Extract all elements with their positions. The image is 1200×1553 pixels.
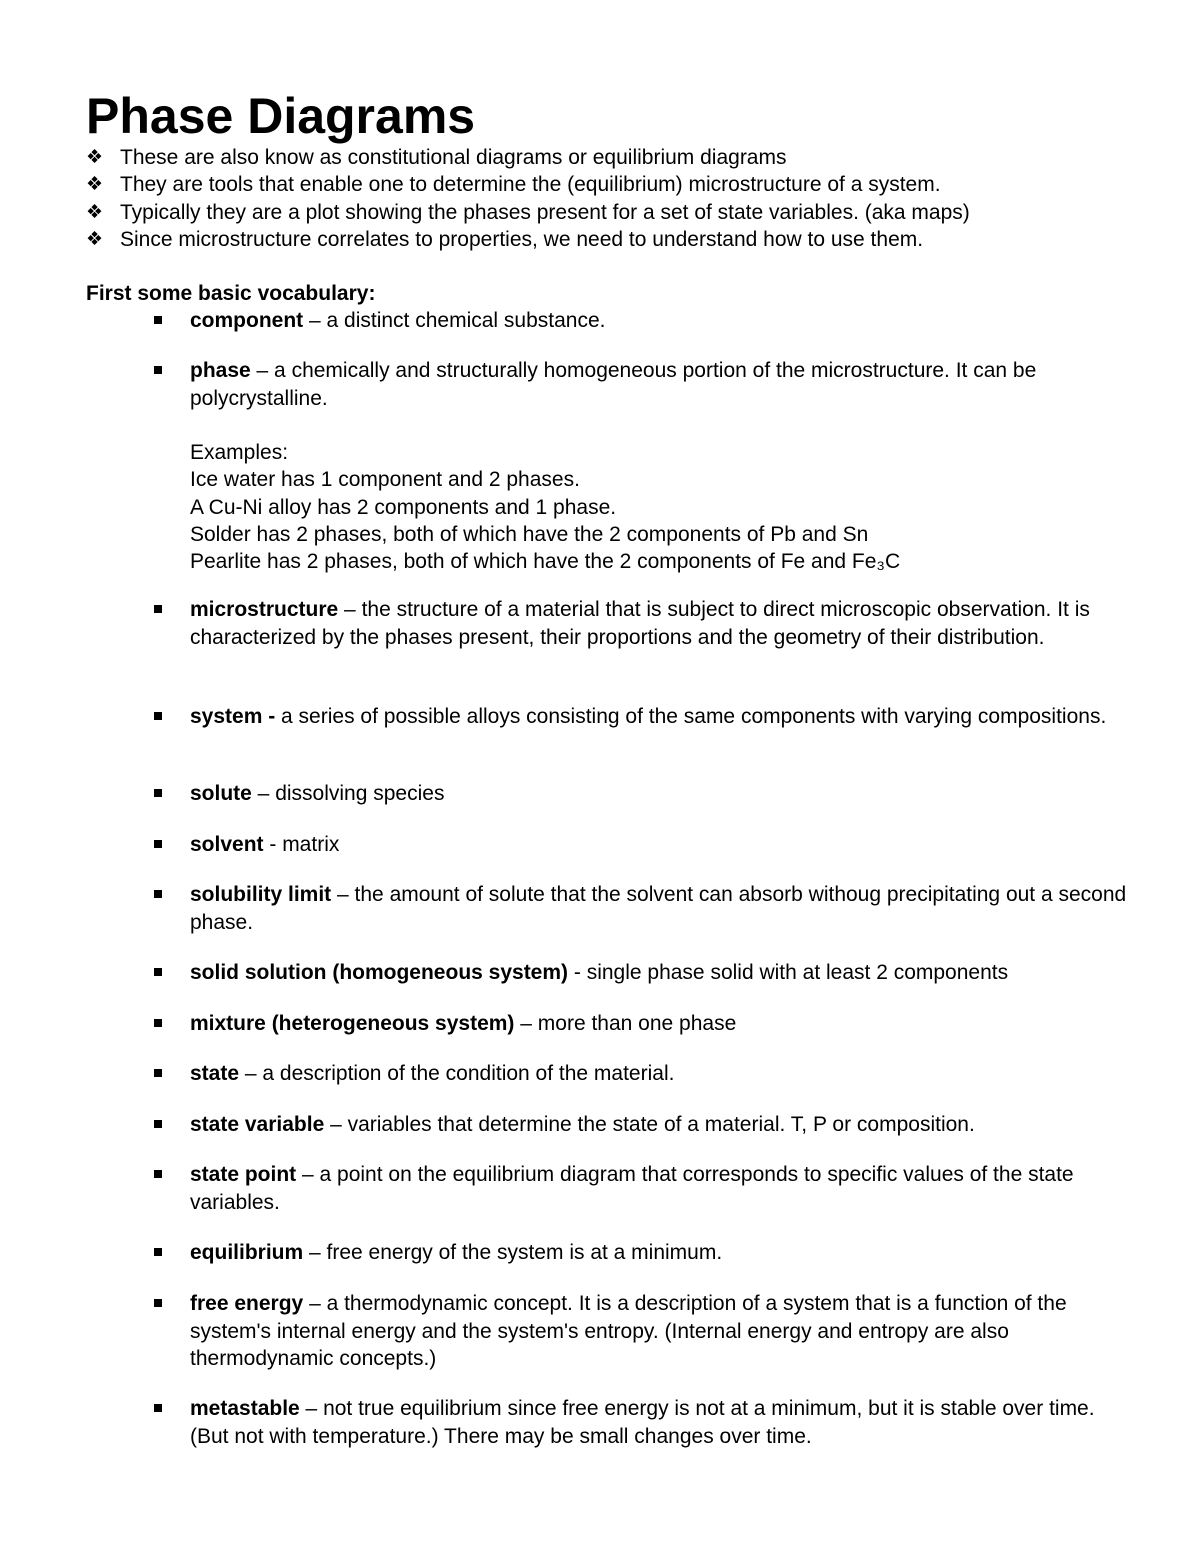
vocab-term: system - — [190, 705, 282, 728]
vocab-definition: – the amount of solute that the solvent can absorb withoug precipitating out a second phase. — [190, 883, 1127, 934]
vocab-definition: - single phase solid with at least 2 components — [568, 961, 1009, 984]
diamond-bullet-icon: ❖ — [86, 174, 104, 196]
square-bullet-icon — [154, 366, 162, 374]
intro-text: They are tools that enable one to determine the (equilibrium) microstructure of a system. — [120, 173, 941, 197]
page-title: Phase Diagrams — [86, 88, 476, 144]
vocab-term: equilibrium — [190, 1241, 304, 1264]
vocab-term: solvent — [190, 833, 264, 856]
vocab-item-state — [190, 1060, 1130, 1088]
vocab-term: microstructure — [190, 598, 339, 621]
vocabulary-heading: First some basic vocabulary: — [86, 282, 376, 305]
intro-item — [86, 226, 1146, 253]
vocab-item-system — [190, 703, 1130, 731]
examples-heading: Examples: — [190, 441, 289, 464]
vocab-term: metastable — [190, 1397, 300, 1420]
vocab-definition: - matrix — [263, 833, 340, 856]
vocab-definition: – a point on the equilibrium diagram that corresponds to specific values of the state variables. — [190, 1163, 1074, 1214]
vocab-definition: a series of possible alloys consisting of the same components with varying compositions. — [281, 705, 1107, 728]
vocab-term: phase — [190, 359, 251, 382]
vocab-term: free energy — [190, 1292, 304, 1315]
square-bullet-icon — [154, 1170, 162, 1178]
intro-text: Since microstructure correlates to properties, we need to understand how to use them. — [120, 227, 924, 251]
vocab-item-component — [190, 307, 1130, 335]
square-bullet-icon — [154, 712, 162, 720]
square-bullet-icon — [154, 890, 162, 898]
example-line: Ice water has 1 component and 2 phases. — [190, 468, 580, 492]
square-bullet-icon — [154, 1404, 162, 1412]
vocab-item-solvent — [190, 831, 1130, 859]
vocab-term: solid solution (homogeneous system) — [190, 961, 569, 984]
example-line: A Cu-Ni alloy has 2 components and 1 phase. — [190, 495, 617, 519]
vocab-term: component — [190, 309, 304, 332]
vocab-item-free-energy — [190, 1290, 1130, 1373]
square-bullet-icon — [154, 968, 162, 976]
intro-item — [86, 199, 1146, 226]
square-bullet-icon — [154, 1019, 162, 1027]
square-bullet-icon — [154, 605, 162, 613]
vocab-definition: – a thermodynamic concept. It is a description of a system that is a function of the system's internal energy and the system's entropy. (Internal energy and entropy are also thermodynamic concepts.) — [190, 1292, 1067, 1370]
vocab-item-solute — [190, 780, 1130, 808]
vocab-item-mixture — [190, 1010, 1130, 1038]
vocab-item-state-variable — [190, 1111, 1130, 1139]
vocab-term: state — [190, 1062, 240, 1085]
square-bullet-icon — [154, 1069, 162, 1077]
intro-text: These are also know as constitutional diagrams or equilibrium diagrams — [120, 146, 787, 169]
vocab-term: solubility limit — [190, 883, 332, 906]
vocab-definition: – variables that determine the state of a material. T, P or composition. — [324, 1113, 975, 1136]
square-bullet-icon — [154, 316, 162, 324]
square-bullet-icon — [154, 1299, 162, 1307]
examples-block — [190, 439, 1130, 575]
vocab-item-microstructure — [190, 596, 1130, 651]
intro-text: Typically they are a plot showing the phases present for a set of state variables. (aka maps) — [120, 200, 970, 224]
vocab-item-metastable — [190, 1395, 1130, 1450]
intro-list — [86, 144, 1146, 253]
vocab-definition: – more than one phase — [514, 1012, 737, 1035]
square-bullet-icon — [154, 840, 162, 848]
vocab-item-solid-solution — [190, 959, 1130, 987]
intro-item — [86, 171, 1146, 198]
vocab-term: state point — [190, 1163, 297, 1186]
intro-item — [86, 144, 1146, 171]
square-bullet-icon — [154, 1248, 162, 1256]
diamond-bullet-icon: ❖ — [86, 228, 104, 250]
example-line: Solder has 2 phases, both of which have the 2 components of Pb and Sn — [190, 522, 869, 546]
vocab-definition: – dissolving species — [251, 782, 445, 805]
example-line: Pearlite has 2 phases, both of which have the 2 components of Fe and Fe₃C — [190, 550, 901, 574]
diamond-bullet-icon: ❖ — [86, 147, 104, 168]
vocab-item-equilibrium — [190, 1239, 1130, 1267]
vocab-definition: – a distinct chemical substance. — [303, 309, 606, 332]
diamond-bullet-icon: ❖ — [86, 201, 104, 223]
vocab-item-state-point — [190, 1161, 1130, 1216]
square-bullet-icon — [154, 789, 162, 797]
vocab-term: state variable — [190, 1113, 325, 1136]
vocab-term: mixture (heterogeneous system) — [190, 1012, 515, 1035]
vocab-item-phase — [190, 357, 1130, 575]
vocab-definition: – not true equilibrium since free energy is not at a minimum, but it is stable over time. (But not with temperature.) There may be small changes over time. — [190, 1397, 1095, 1448]
vocab-definition: – a chemically and structurally homogeneous portion of the microstructure. It can be polycrystalline. — [190, 359, 1037, 410]
vocab-term: solute — [190, 782, 252, 805]
vocab-definition: – the structure of a material that is subject to direct microscopic observation. It is characterized by the phases present, their proportions and the geometry of their distribution. — [190, 598, 1090, 649]
square-bullet-icon — [154, 1120, 162, 1128]
vocab-item-solubility-limit — [190, 881, 1130, 936]
vocab-definition: – free energy of the system is at a minimum. — [303, 1241, 723, 1264]
vocab-definition: – a description of the condition of the material. — [239, 1062, 675, 1085]
